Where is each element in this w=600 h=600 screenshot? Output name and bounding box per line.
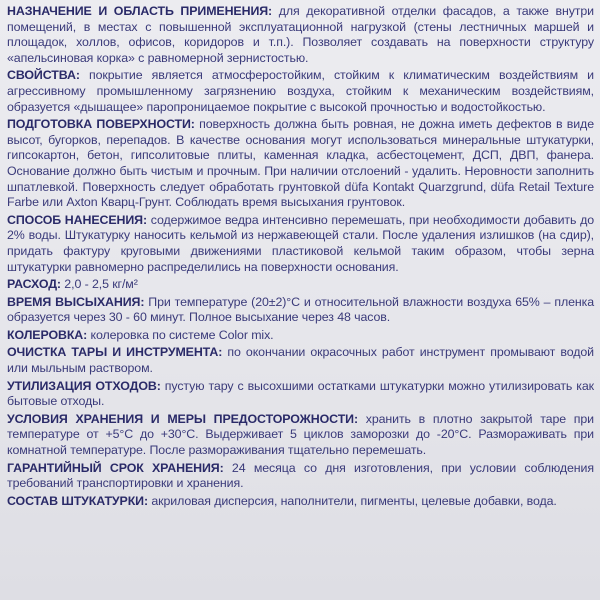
section-heading: ОЧИСТКА ТАРЫ И ИНСТРУМЕНТА: [7, 345, 223, 360]
section-shelf-life [7, 461, 594, 492]
section-disposal [7, 379, 594, 410]
section-text: хранить в плотно закрытой таре при температуре от +5°С до +30°С. Выдерживает 5 циклов заморозки до -20°С. Размораживать при комнатной температуре. После размораживания тщательно перемешать. [7, 411, 594, 458]
section-tinting [7, 328, 594, 344]
section-text: колеровка по системе Color mix. [87, 327, 274, 342]
section-text: содержимое ведра интенсивно перемешать, при необходимости добавить до 2% воды. Штукатурку наносить кельмой из нержавеющей стали. После удаления излишков (на сдир), придать фактуру круговыми движениями пластиковой кельмой таким образом, чтобы зерна штукатурки равномерно распределились на поверхности основания. [7, 212, 595, 274]
section-cleaning [7, 345, 594, 376]
section-storage [7, 412, 594, 459]
section-text: 24 месяца со дня изготовления, при условии соблюдения требований транспортировки и хранения. [7, 460, 594, 491]
section-surface-preparation [7, 117, 594, 211]
section-heading: СОСТАВ ШТУКАТУРКИ: [7, 493, 148, 508]
section-text: поверхность должна быть ровная, не дожна иметь дефектов в виде высот, бугорков, перепадов. В качестве основания могут использоваться минеральные штукатурки, гипсокартон, бетон, гипсолитовые плиты, каменная кладка, асбестоцемент, ДСП, ДВП, фанера. Основание должно быть чистым и прочным. При наличии отслоений - удалить. Неровности заполнить шпатлевкой. Поверхность следует обработать грунтовкой düfa Kontakt Quarzgrund, düfa Retail Texture Farbe или Axton Кварц-Грунт. Соблюдать время высыхания грунтовок. [7, 117, 594, 210]
section-heading: ГАРАНТИЙНЫЙ СРОК ХРАНЕНИЯ: [7, 460, 224, 475]
section-text: 2,0 - 2,5 кг/м² [60, 277, 138, 292]
section-text: пустую тару с высохшими остатками штукатурки можно утилизировать как бытовые отходы. [7, 378, 594, 409]
section-purpose [7, 4, 594, 66]
section-heading: РАСХОД: [7, 277, 61, 292]
section-text: по окончании окрасочных работ инструмент промывают водой или мыльным раствором. [7, 345, 594, 376]
section-heading: СПОСОБ НАНЕСЕНИЯ: [7, 212, 148, 227]
section-heading: УСЛОВИЯ ХРАНЕНИЯ И МЕРЫ ПРЕДОСТОРОЖНОСТИ: [7, 411, 358, 426]
section-heading: КОЛЕРОВКА: [7, 327, 88, 342]
section-heading: ПОДГОТОВКА ПОВЕРХНОСТИ: [7, 117, 195, 132]
section-properties [7, 68, 594, 115]
section-text: для декоративной отделки фасадов, а также внутри помещений, в местах с повышенной эксплуатационной нагрузкой (стены лестничных маршей и площадок, холлов, офисов, коридоров и т.п.). Позволяет создавать на поверхности структуру «апельсиновая корка» с равномерной зернистостью. [7, 4, 594, 65]
section-drying-time [7, 295, 594, 326]
section-composition [7, 494, 594, 510]
section-heading: СВОЙСТВА: [7, 68, 80, 83]
section-heading: НАЗНАЧЕНИЕ И ОБЛАСТЬ ПРИМЕНЕНИЯ: [7, 4, 273, 18]
section-text: акриловая дисперсия, наполнители, пигменты, целевые добавки, вода. [148, 493, 557, 508]
section-text: покрытие является атмосферостойким, стойким к климатическим воздействиям и агрессивному промышленному загрязнению воздуха, стойким к механическим воздействиям, образуется «дышащее» паропроницаемое покрытие с высокой прочностью и водостойкостью. [7, 68, 594, 114]
section-heading: ВРЕМЯ ВЫСЫХАНИЯ: [7, 294, 145, 309]
section-consumption [7, 277, 594, 293]
section-text: При температуре (20±2)°С и относительной влажности воздуха 65% – пленка образуется через 30 - 60 минут. Полное высыхание через 48 часов. [7, 294, 594, 325]
section-heading: УТИЛИЗАЦИЯ ОТХОДОВ: [7, 378, 161, 393]
section-application-method [7, 213, 594, 275]
